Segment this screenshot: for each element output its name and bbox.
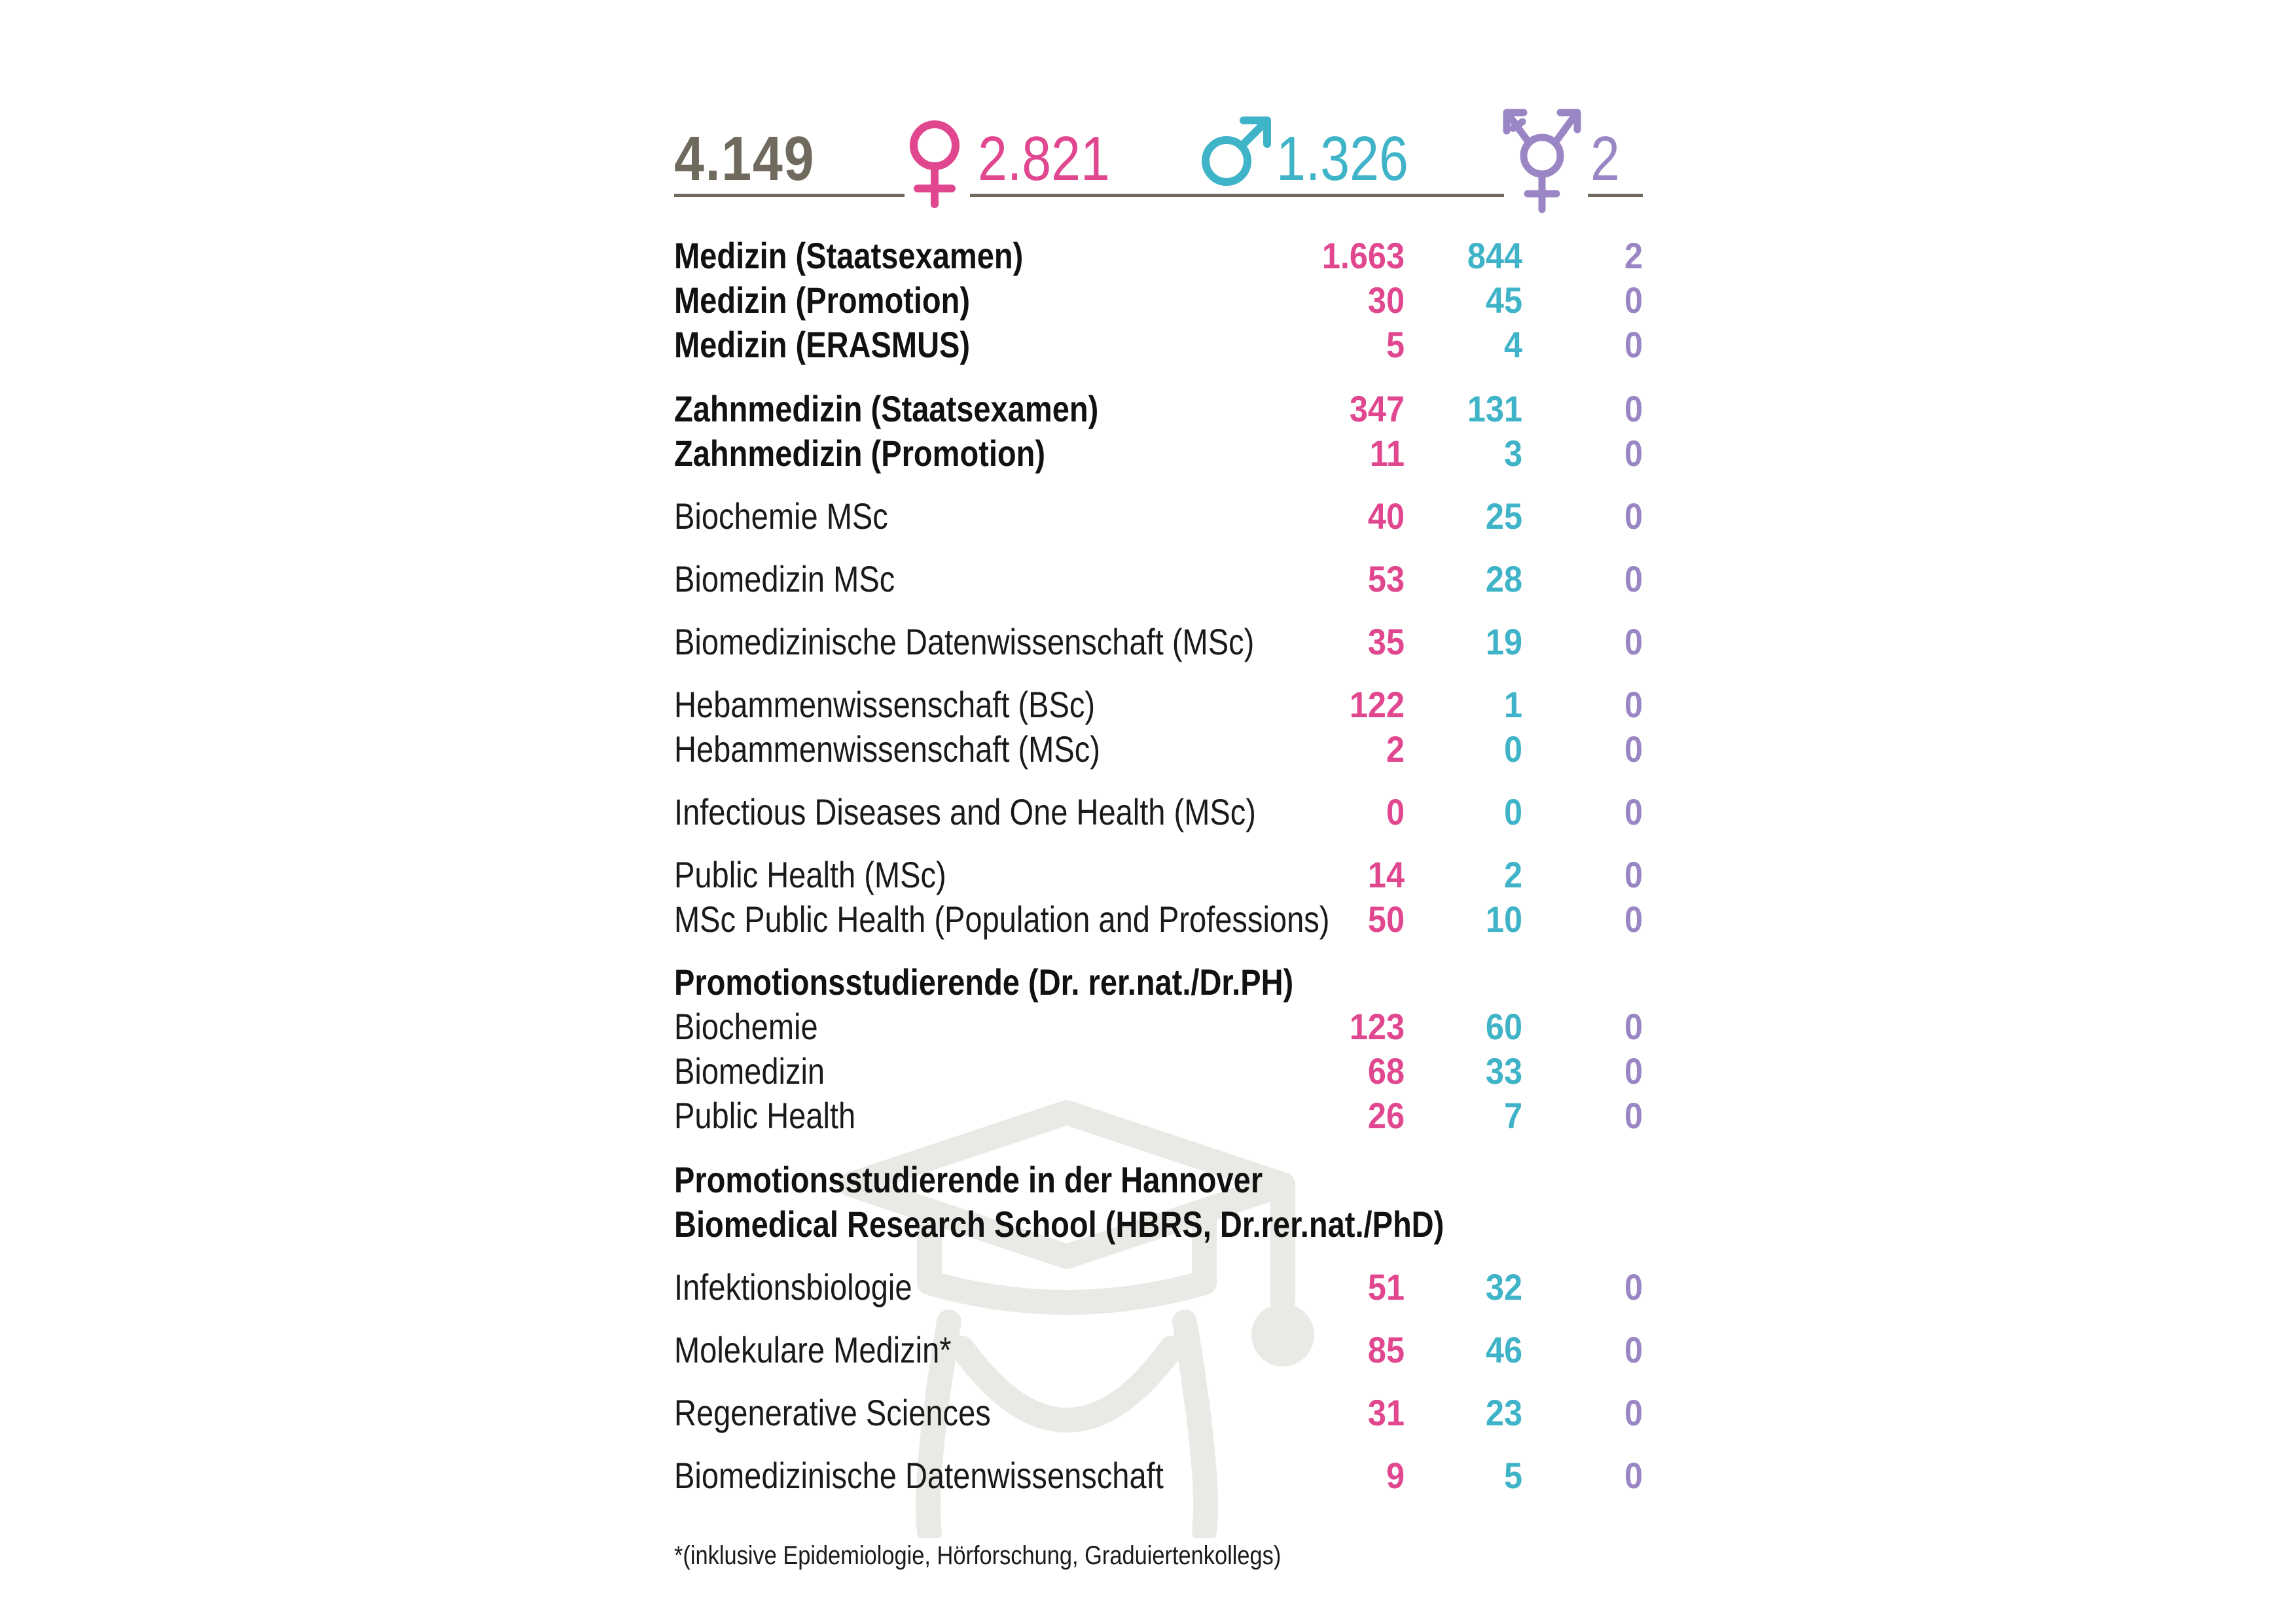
table-row <box>674 234 1643 276</box>
female-count: 1.663 <box>1321 235 1405 276</box>
male-count: 7 <box>1503 1095 1522 1136</box>
row-label: Regenerative Sciences <box>674 1392 991 1433</box>
diverse-count: 0 <box>1624 899 1643 940</box>
male-count: 844 <box>1467 235 1522 276</box>
male-count: 25 <box>1485 495 1522 537</box>
row-label: MSc Public Health (Population and Professions) <box>674 899 1330 940</box>
diverse-count: 0 <box>1624 558 1643 599</box>
male-count: 3 <box>1503 433 1522 474</box>
row-label: Medizin (Promotion) <box>674 279 971 321</box>
table-row <box>674 1391 1643 1433</box>
row-label: Hebammenwissenschaft (BSc) <box>674 684 1096 725</box>
diverse-count: 0 <box>1624 1266 1643 1308</box>
female-count: 9 <box>1386 1455 1405 1496</box>
section-heading: Promotionsstudierende in der Hannover <box>674 1159 1263 1200</box>
table-row <box>674 387 1643 429</box>
male-count: 60 <box>1485 1006 1522 1047</box>
female-count: 122 <box>1349 684 1405 725</box>
diverse-count: 2 <box>1624 235 1643 276</box>
section-heading: Promotionsstudierende (Dr. rer.nat./Dr.PH) <box>674 961 1294 1003</box>
diverse-count: 0 <box>1624 324 1643 365</box>
male-count: 19 <box>1485 621 1522 662</box>
total-count: 4.149 <box>674 124 816 194</box>
male-count: 2 <box>1503 854 1522 895</box>
transgender-symbol-icon <box>1496 105 1588 216</box>
row-label: Hebammenwissenschaft (MSc) <box>674 728 1100 770</box>
row-label: Medizin (Staatsexamen) <box>674 235 1024 276</box>
table-row <box>674 791 1643 832</box>
table-row <box>674 495 1643 537</box>
female-count: 5 <box>1386 324 1405 365</box>
table-row <box>674 323 1643 365</box>
row-label: Biochemie MSc <box>674 495 888 537</box>
diverse-count: 0 <box>1624 791 1643 832</box>
table-row <box>674 1266 1643 1308</box>
female-count: 123 <box>1349 1006 1405 1047</box>
table-row <box>674 279 1643 321</box>
footnote: *(inklusive Epidemiologie, Hörforschung, Graduiertenkollegs) <box>674 1541 1282 1570</box>
row-label: Medizin (ERASMUS) <box>674 324 971 365</box>
table-row <box>674 432 1643 474</box>
row-label: Biomedizinische Datenwissenschaft (MSc) <box>674 621 1255 662</box>
diverse-count: 0 <box>1624 1050 1643 1092</box>
table-row <box>674 1050 1643 1092</box>
diverse-count: 0 <box>1624 1455 1643 1496</box>
female-count: 0 <box>1386 791 1405 832</box>
male-count: 0 <box>1503 728 1522 770</box>
female-count: 31 <box>1367 1392 1405 1433</box>
table-row <box>674 1329 1643 1370</box>
row-label: Zahnmedizin (Promotion) <box>674 433 1046 474</box>
row-label: Infectious Diseases and One Health (MSc) <box>674 791 1256 832</box>
female-count: 68 <box>1367 1050 1405 1092</box>
diverse-total: 2 <box>1590 124 1620 194</box>
female-count: 53 <box>1367 558 1405 599</box>
male-count: 1 <box>1503 684 1522 725</box>
male-count: 5 <box>1503 1455 1522 1496</box>
diverse-count: 0 <box>1624 433 1643 474</box>
female-count: 14 <box>1367 854 1405 895</box>
male-count: 0 <box>1503 791 1522 832</box>
female-count: 26 <box>1367 1095 1405 1136</box>
male-count: 10 <box>1485 899 1522 940</box>
male-count: 28 <box>1485 558 1522 599</box>
female-count: 50 <box>1367 899 1405 940</box>
female-count: 2 <box>1386 728 1405 770</box>
male-symbol-icon <box>1198 111 1276 190</box>
row-label: Infektionsbiologie <box>674 1266 912 1308</box>
male-count: 23 <box>1485 1392 1522 1433</box>
male-count: 46 <box>1485 1329 1522 1370</box>
female-count: 347 <box>1349 388 1405 429</box>
diverse-count: 0 <box>1624 684 1643 725</box>
table-row <box>674 558 1643 599</box>
diverse-count: 0 <box>1624 279 1643 321</box>
row-label: Biomedizin MSc <box>674 558 895 599</box>
male-count: 131 <box>1467 388 1522 429</box>
diverse-count: 0 <box>1624 495 1643 537</box>
female-count: 40 <box>1367 495 1405 537</box>
diverse-count: 0 <box>1624 1392 1643 1433</box>
table-row <box>674 728 1643 770</box>
diverse-count: 0 <box>1624 1006 1643 1047</box>
row-label: Zahnmedizin (Staatsexamen) <box>674 388 1099 429</box>
section-heading: Biomedical Research School (HBRS, Dr.rer.nat./PhD) <box>674 1204 1444 1245</box>
female-symbol-icon <box>902 118 967 209</box>
diverse-count: 0 <box>1624 1329 1643 1370</box>
header-underline <box>674 194 905 197</box>
table-row <box>674 1454 1643 1496</box>
female-count: 11 <box>1369 433 1405 474</box>
diverse-count: 0 <box>1624 854 1643 895</box>
diverse-count: 0 <box>1624 1095 1643 1136</box>
female-count: 85 <box>1367 1329 1405 1370</box>
header-underline <box>1588 194 1643 197</box>
female-count: 35 <box>1367 621 1405 662</box>
row-label: Public Health <box>674 1095 856 1136</box>
table-row <box>674 1094 1643 1136</box>
row-label: Molekulare Medizin* <box>674 1329 952 1370</box>
male-count: 4 <box>1503 324 1522 365</box>
female-count: 51 <box>1367 1266 1405 1308</box>
statistics-panel <box>674 105 1643 1610</box>
row-label: Biomedizinische Datenwissenschaft <box>674 1455 1164 1496</box>
diverse-count: 0 <box>1624 728 1643 770</box>
female-count: 30 <box>1367 279 1405 321</box>
table-row <box>674 898 1643 940</box>
table-row <box>674 620 1643 662</box>
row-label: Biomedizin <box>674 1050 825 1092</box>
male-count: 33 <box>1485 1050 1522 1092</box>
table-row <box>674 683 1643 725</box>
header-underline <box>970 194 1504 197</box>
female-total: 2.821 <box>978 124 1110 194</box>
table-row <box>674 1005 1643 1047</box>
totals-header <box>674 105 1643 209</box>
male-count: 32 <box>1485 1266 1522 1308</box>
table-row <box>674 853 1643 895</box>
diverse-count: 0 <box>1624 388 1643 429</box>
diverse-count: 0 <box>1624 621 1643 662</box>
male-total: 1.326 <box>1276 124 1408 194</box>
male-count: 45 <box>1485 279 1522 321</box>
row-label: Public Health (MSc) <box>674 854 946 895</box>
row-label: Biochemie <box>674 1006 818 1047</box>
